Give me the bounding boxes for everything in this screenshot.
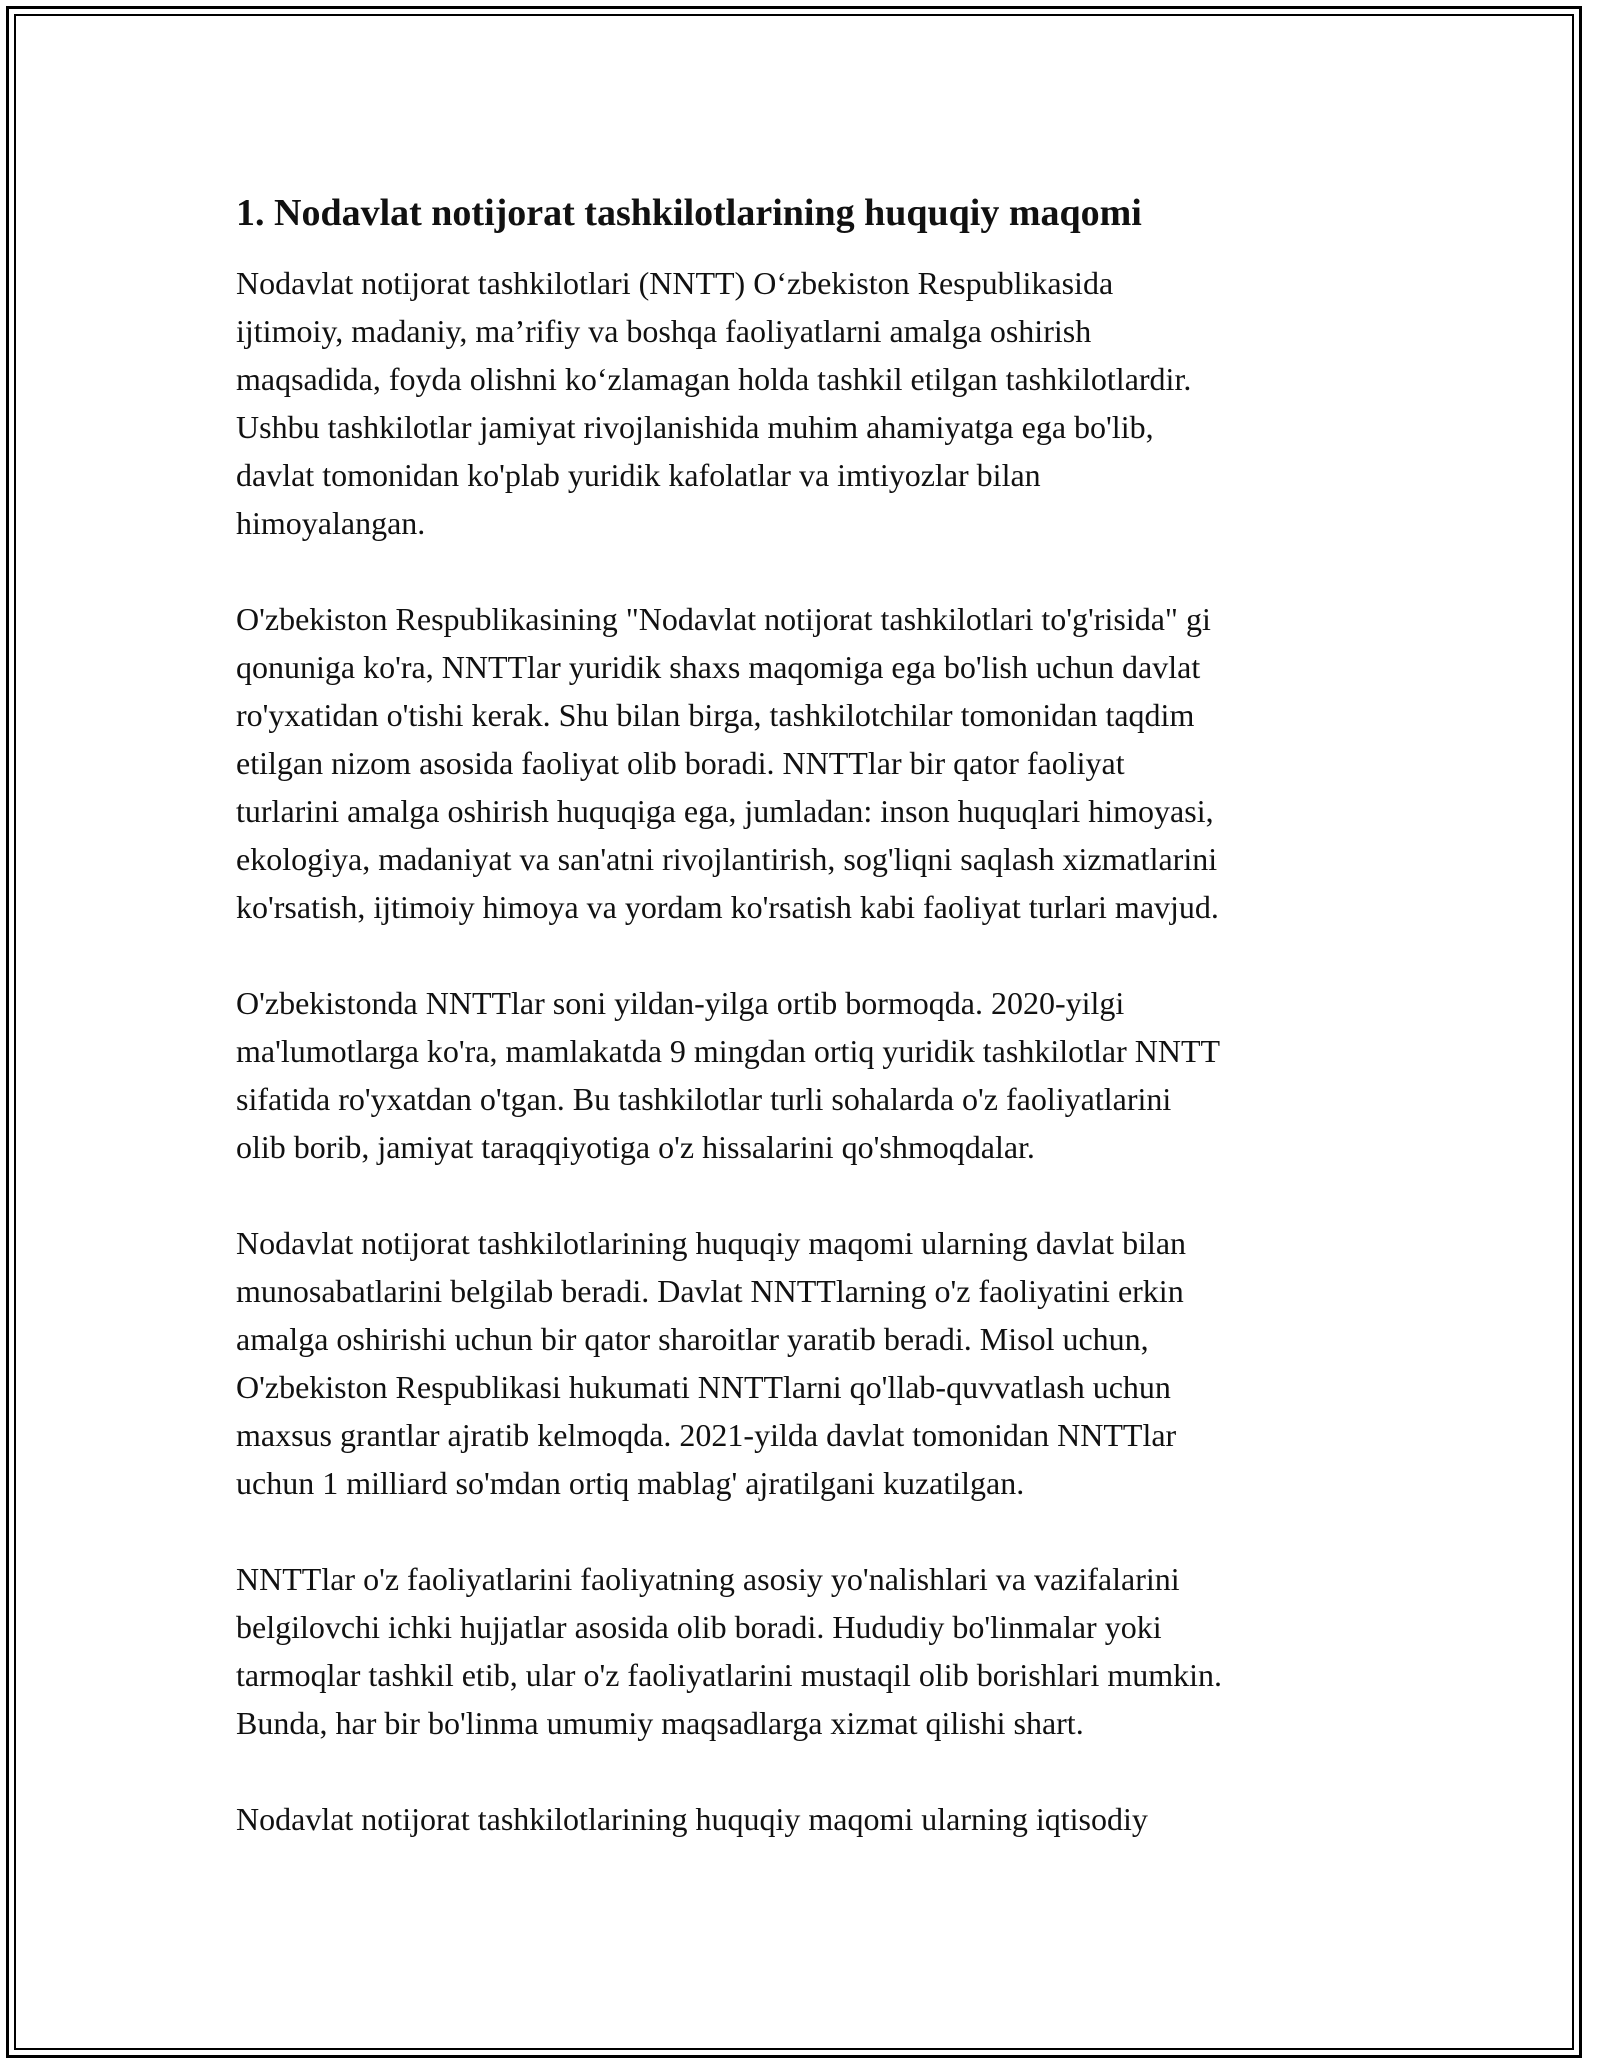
- document-body: [236, 185, 1386, 1891]
- paragraph-3: [236, 979, 1386, 1171]
- text-line: ekologiya, madaniyat va san'atni rivojlantirish, sog'liqni saqlash xizmatlarini: [236, 841, 1218, 877]
- text-line: O'zbekiston Respublikasining "Nodavlat notijorat tashkilotlari to'g'risida" gi: [236, 601, 1211, 637]
- text-line: ma'lumotlarga ko'ra, mamlakatda 9 mingdan ortiq yuridik tashkilotlar NNTT: [236, 1033, 1221, 1069]
- text-line: uchun 1 milliard so'mdan ortiq mablag' ajratilgani kuzatilgan.: [236, 1465, 1025, 1501]
- text-line: ko'rsatish, ijtimoiy himoya va yordam ko'rsatish kabi faoliyat turlari mavjud.: [236, 889, 1219, 925]
- paragraph-2: [236, 595, 1386, 931]
- text-line: qonuniga ko'ra, NNTTlar yuridik shaxs maqomiga ega bo'lish uchun davlat: [236, 649, 1201, 685]
- text-line: turlarini amalga oshirish huquqiga ega, jumladan: inson huquqlari himoyasi,: [236, 793, 1214, 829]
- paragraph-5: [236, 1555, 1386, 1747]
- paragraph-6: [236, 1795, 1386, 1843]
- text-line: NNTTlar o'z faoliyatlarini faoliyatning asosiy yo'nalishlari va vazifalarini: [236, 1561, 1180, 1597]
- text-line: Ushbu tashkilotlar jamiyat rivojlanishida muhim ahamiyatga ega bo'lib,: [236, 409, 1154, 445]
- text-line: ro'yxatidan o'tishi kerak. Shu bilan birga, tashkilotchilar tomonidan taqdim: [236, 697, 1195, 733]
- text-line: O'zbekistonda NNTTlar soni yildan-yilga ortib bormoqda. 2020-yilgi: [236, 985, 1125, 1021]
- text-line: olib borib, jamiyat taraqqiyotiga o'z hissalarini qo'shmoqdalar.: [236, 1129, 1035, 1165]
- text-line: maqsadida, foyda olishni ko‘zlamagan holda tashkil etilgan tashkilotlardir.: [236, 361, 1192, 397]
- text-line: tarmoqlar tashkil etib, ular o'z faoliyatlarini mustaqil olib borishlari mumkin.: [236, 1657, 1222, 1693]
- text-line: sifatida ro'yxatdan o'tgan. Bu tashkilotlar turli sohalarda o'z faoliyatlarini: [236, 1081, 1172, 1117]
- text-line: etilgan nizom asosida faoliyat olib boradi. NNTTlar bir qator faoliyat: [236, 745, 1125, 781]
- text-line: O'zbekiston Respublikasi hukumati NNTTlarni qo'llab-quvvatlash uchun: [236, 1369, 1171, 1405]
- section-heading: 1. Nodavlat notijorat tashkilotlarining huquqiy maqomi: [236, 192, 1142, 234]
- text-line: Nodavlat notijorat tashkilotlarining huquqiy maqomi ularning davlat bilan: [236, 1225, 1187, 1261]
- text-line: Bunda, har bir bo'linma umumiy maqsadlarga xizmat qilishi shart.: [236, 1705, 1084, 1741]
- text-line: amalga oshirishi uchun bir qator sharoitlar yaratib beradi. Misol uchun,: [236, 1321, 1149, 1357]
- paragraph-4: [236, 1219, 1386, 1507]
- text-line: belgilovchi ichki hujjatlar asosida olib boradi. Hududiy bo'linmalar yoki: [236, 1609, 1162, 1645]
- text-line: maxsus grantlar ajratib kelmoqda. 2021-yilda davlat tomonidan NNTTlar: [236, 1417, 1177, 1453]
- text-line: Nodavlat notijorat tashkilotlarining huquqiy maqomi ularning iqtisodiy: [236, 1801, 1148, 1837]
- text-line: munosabatlarini belgilab beradi. Davlat NNTTlarning o'z faoliyatini erkin: [236, 1273, 1184, 1309]
- text-line: davlat tomonidan ko'plab yuridik kafolatlar va imtiyozlar bilan: [236, 457, 1041, 493]
- text-line: ijtimoiy, madaniy, ma’rifiy va boshqa faoliyatlarni amalga oshirish: [236, 313, 1092, 349]
- text-line: Nodavlat notijorat tashkilotlari (NNTT) O‘zbekiston Respublikasida: [236, 265, 1114, 301]
- paragraph-1: [236, 259, 1386, 547]
- text-line: himoyalangan.: [236, 505, 426, 541]
